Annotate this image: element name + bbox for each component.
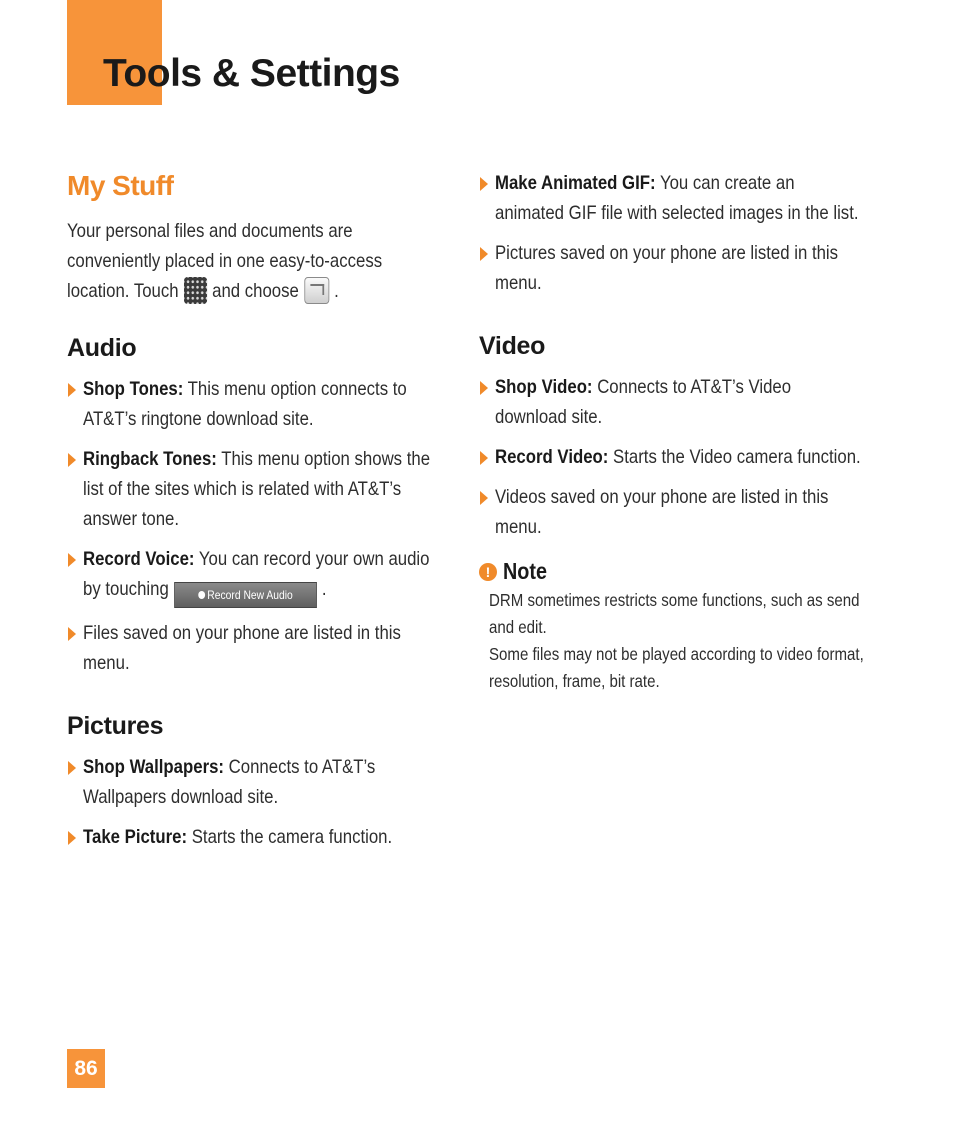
bullet-arrow-icon [68, 831, 76, 845]
intro-choose: and choose [212, 280, 299, 302]
note-text-2: Some files may not be played according to video format, resolution, frame, bit rate. [489, 644, 864, 691]
item-text: You can create an animated GIF file with selected images in the list. [495, 172, 859, 224]
note-text-1: DRM sometimes restricts some functions, such as send and edit. [489, 590, 860, 637]
audio-item-shop-tones [67, 374, 445, 434]
item-label: Record Video: [495, 446, 609, 468]
intro-touch: location. Touch [67, 280, 179, 302]
pictures-item-shop-wallpapers [67, 752, 445, 812]
bullet-arrow-icon [480, 451, 488, 465]
exclamation-icon: ! [479, 563, 497, 581]
bullet-arrow-icon [480, 247, 488, 261]
note-box [479, 558, 864, 695]
record-new-audio-button[interactable] [174, 582, 317, 608]
note-header [479, 558, 864, 585]
pictures-item-make-animated-gif [479, 168, 864, 228]
my-stuff-heading: My Stuff [67, 170, 174, 201]
pictures-heading: Pictures [67, 712, 164, 740]
audio-item-files-saved [67, 618, 445, 678]
note-title: Note [503, 558, 547, 584]
audio-item-ringback-tones [67, 444, 445, 534]
audio-heading: Audio [67, 334, 137, 362]
pictures-item-files-saved [479, 238, 864, 298]
item-text: Starts the Video camera function. [608, 446, 861, 468]
item-label: Shop Wallpapers: [83, 756, 225, 778]
bullet-arrow-icon [68, 627, 76, 641]
item-text: This menu option shows the list of the sites which is related with AT&T’s answer tone. [83, 448, 431, 530]
bullet-arrow-icon [68, 453, 76, 467]
item-text: Starts the camera function. [187, 826, 393, 848]
video-item-files-saved [479, 482, 864, 542]
item-label: Shop Tones: [83, 378, 184, 400]
video-item-shop-video [479, 372, 864, 432]
item-text: You can record your own audio by touching [83, 548, 430, 600]
page-number: 86 [67, 1049, 105, 1088]
video-heading: Video [479, 332, 546, 360]
item-end: . [321, 578, 327, 600]
record-dot-icon [198, 591, 205, 599]
item-text: Files saved on your phone are listed in this menu. [83, 622, 401, 674]
bullet-arrow-icon [480, 381, 488, 395]
item-label: Make Animated GIF: [495, 172, 656, 194]
item-text: Connects to AT&T’s Wallpapers download site. [83, 756, 376, 808]
item-label: Ringback Tones: [83, 448, 217, 470]
page-title: Tools & Settings [103, 52, 400, 95]
item-text: Connects to AT&T’s Video download site. [495, 376, 792, 428]
bullet-arrow-icon [480, 177, 488, 191]
record-button-label: Record New Audio [207, 588, 293, 602]
right-column [479, 168, 864, 695]
item-text: Videos saved on your phone are listed in this menu. [495, 486, 829, 538]
item-label: Take Picture: [83, 826, 188, 848]
video-item-record-video [479, 442, 864, 472]
left-column [67, 168, 445, 852]
my-stuff-intro [67, 216, 444, 306]
bullet-arrow-icon [480, 491, 488, 505]
intro-line-1: Your personal files and documents are [67, 220, 353, 242]
item-text: Pictures saved on your phone are listed in this menu. [495, 242, 839, 294]
bullet-arrow-icon [68, 383, 76, 397]
intro-end: . [334, 280, 339, 302]
item-label: Record Voice: [83, 548, 195, 570]
item-text: This menu option connects to AT&T’s ringtone download site. [83, 378, 407, 430]
bullet-arrow-icon [68, 761, 76, 775]
pictures-item-take-picture [67, 822, 445, 852]
audio-item-record-voice [67, 544, 445, 608]
bullet-arrow-icon [68, 553, 76, 567]
item-label: Shop Video: [495, 376, 593, 398]
my-stuff-folder-icon[interactable] [304, 277, 329, 304]
applications-grid-icon[interactable] [184, 277, 207, 304]
intro-line-2: conveniently placed in one easy-to-access [67, 250, 383, 272]
